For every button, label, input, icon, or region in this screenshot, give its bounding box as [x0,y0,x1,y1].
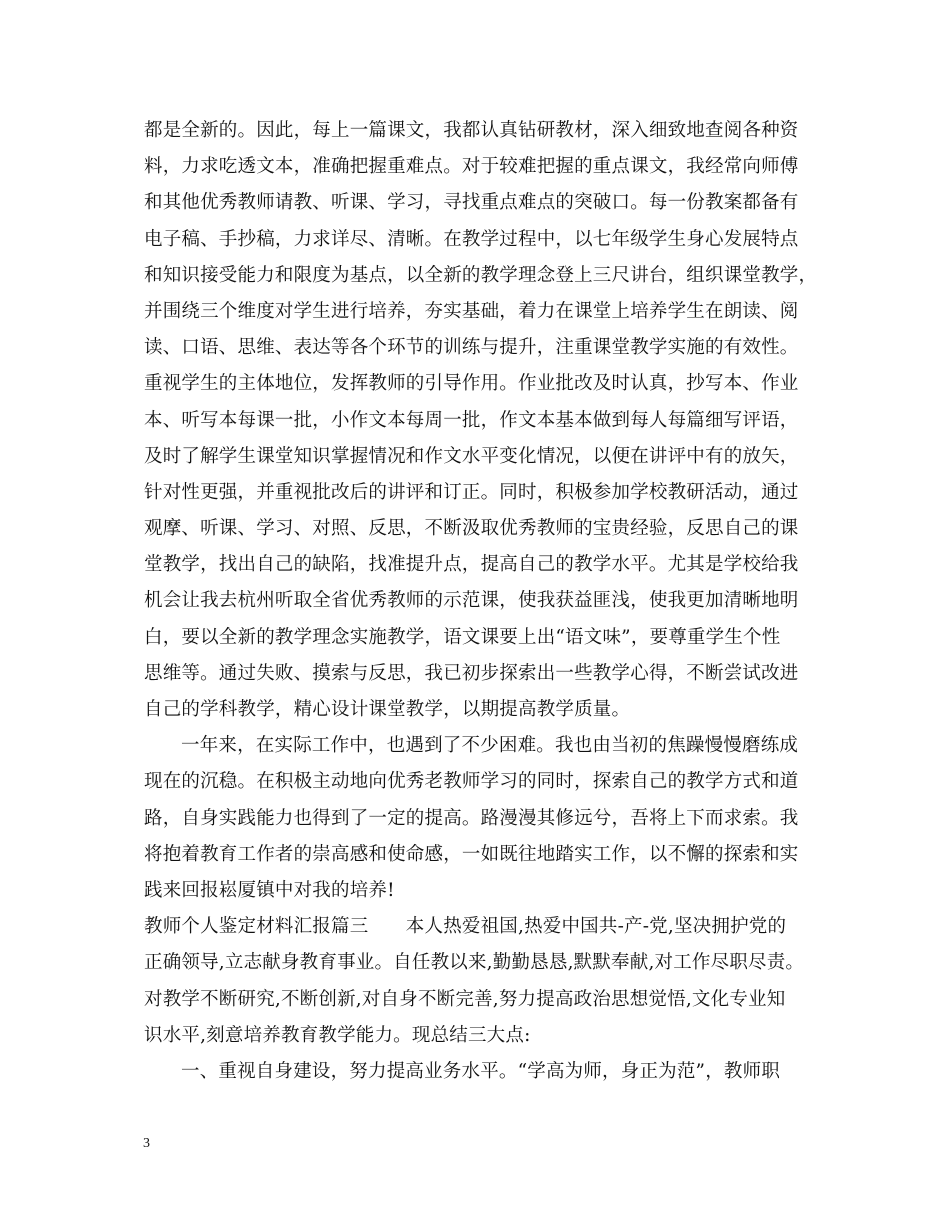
text-line: 将抱着教育工作者的崇高感和使命感，一如既往地踏实工作，以不懈的探索和实 [144,843,799,865]
text-line: 电子稿、手抄稿，力求详尽、清晰。在教学过程中，以七年级学生身心发展特点 [144,228,799,250]
text-line: 自己的学科教学，精心设计课堂教学，以期提高教学质量。 [144,699,631,720]
text-line: 现在的沉稳。在积极主动地向优秀老教师学习的同时，探索自己的教学方式和道 [144,771,799,793]
text-line: 机会让我去杭州听取全省优秀教师的示范课，使我获益匪浅，使我更加清晰地明 [144,590,799,612]
text-line: 识水平,刻意培养教育教学能力。现总结三大点: [144,1024,531,1046]
text-line: 思维等。通过失败、摸索与反思，我已初步探索出一些教学心得，不断尝试改进 [144,662,799,684]
text-line: 路，自身实践能力也得到了一定的提高。路漫漫其修远兮，吾将上下而求索。我 [144,807,799,829]
text-line: 重视学生的主体地位，发挥教师的引导作用。作业批改及时认真，抄写本、作业 [144,373,799,395]
text-line: 及时了解学生课堂知识掌握情况和作文水平变化情况，以便在讲评中有的放矢， [144,445,799,467]
page-number: 3 [143,1136,150,1151]
text-line: 对教学不断研究,不断创新,对自身不断完善,努力提高政治思想觉悟,文化专业知 [144,988,786,1010]
text-line: 本、听写本每课一批，小作文本每周一批，作文本基本做到每人每篇细写评语， [144,409,799,431]
text-line: 读、口语、思维、表达等各个环节的训练与提升，注重课堂教学实施的有效性。 [144,337,799,359]
text-line: 践来回报崧厦镇中对我的培养! [144,879,395,901]
text-line: 和其他优秀教师请教、听课、学习，寻找重点难点的突破口。每一份教案都备有 [144,192,799,214]
text-line: 白，要以全新的教学理念实施教学，语文课要上出“语文味”，要尊重学生个性 [144,626,781,648]
text-line: 正确领导,立志献身教育事业。自任教以来,勤勤恳恳,默默奉献,对工作尽职尽责。 [144,952,805,974]
text-line: 针对性更强，并重视批改后的讲评和订正。同时，积极参加学校教研活动，通过 [144,481,799,503]
text-line: 和知识接受能力和限度为基点，以全新的教学理念登上三尺讲台，组织课堂教学， [144,264,818,286]
text-line: 料，力求吃透文本，准确把握重难点。对于较难把握的重点课文，我经常向师傅 [144,156,799,178]
text-line: 都是全新的。因此，每上一篇课文，我都认真钻研教材，深入细致地查阅各种资 [144,120,799,141]
text-line: 并围绕三个维度对学生进行培养，夯实基础，着力在课堂上培养学生在朗读、阅 [144,300,799,322]
body-text [144,113,844,1090]
paragraph-start-line: 一年来，在实际工作中，也遇到了不少困难。我也由当初的焦躁慢慢磨练成 [181,735,799,757]
paragraph-start-line: 一、重视自身建设，努力提高业务水平。“学高为师，身正为范”，教师职 [181,1060,781,1082]
text-line: 观摩、听课、学习、对照、反思，不断汲取优秀教师的宝贵经验，反思自己的课 [144,518,799,540]
section-heading-line: 教师个人鉴定材料汇报篇三 本人热爱祖国,热爱中国共-产-党,坚决拥护党的 [144,916,787,938]
text-line: 堂教学，找出自己的缺陷，找准提升点，提高自己的教学水平。尤其是学校给我 [144,554,799,576]
